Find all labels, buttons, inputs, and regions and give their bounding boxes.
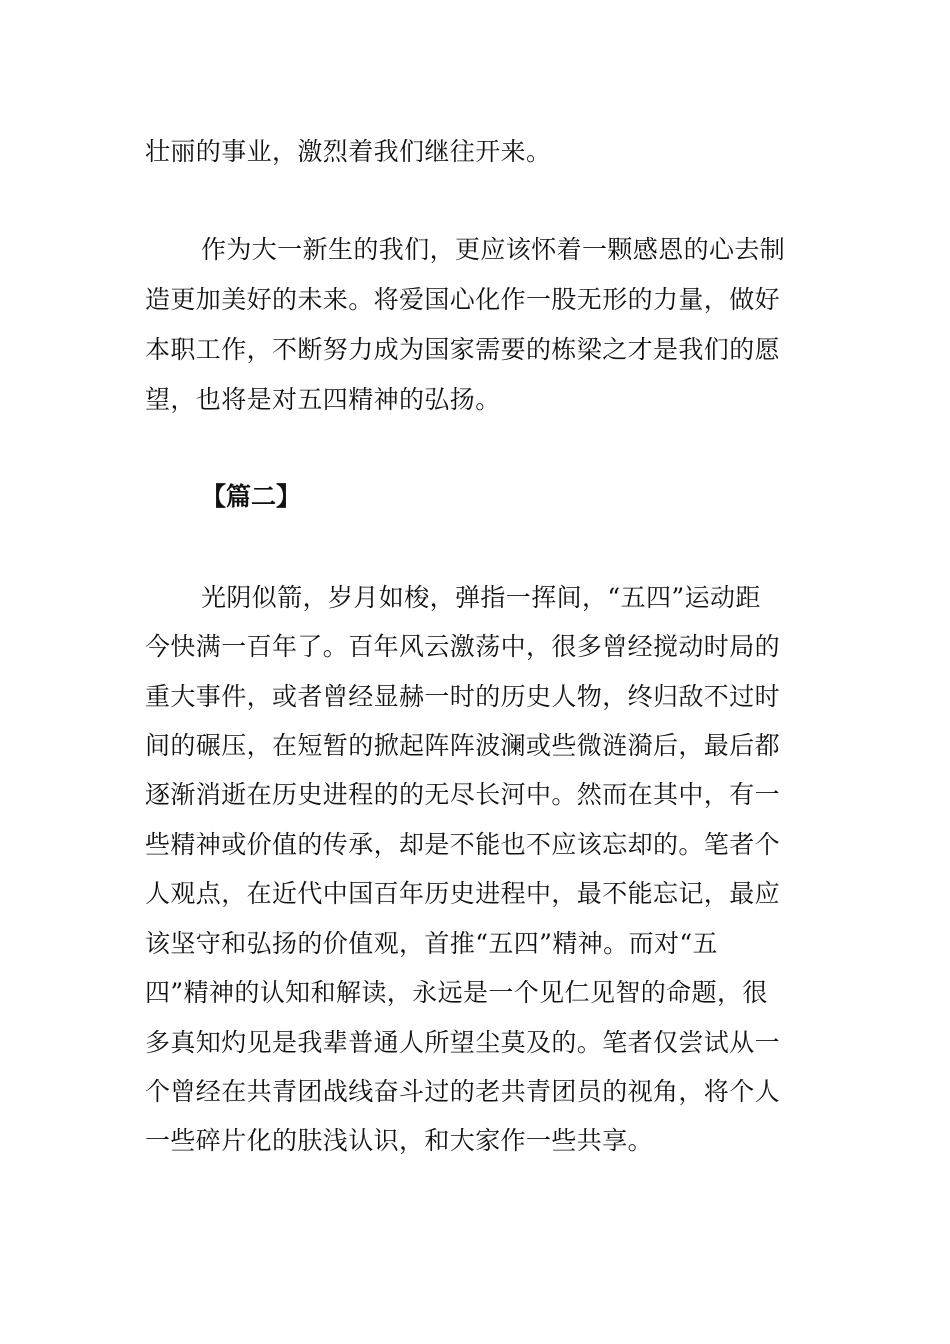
paragraph-1-line-1: 壮丽的事业，激烈着我们继往开来。 — [145, 137, 552, 166]
paragraph-3-line-9: 四”精神的认知和解读，永远是一个见仁见智的命题，很 — [145, 978, 768, 1007]
paragraph-2-line-4: 望，也将是对五四精神的弘扬。 — [145, 385, 501, 414]
paragraph-3-line-3: 重大事件，或者曾经显赫一时的历史人物，终归敌不过时 — [145, 682, 781, 711]
paragraph-2-line-3: 本职工作，不断努力成为国家需要的栋梁之才是我们的愿 — [145, 335, 781, 364]
paragraph-3-line-5: 逐渐消逝在历史进程的的无尽长河中。然而在其中，有一 — [145, 780, 781, 809]
paragraph-3-line-10: 多真知灼见是我辈普通人所望尘莫及的。笔者仅尝试从一 — [145, 1028, 781, 1057]
paragraph-3-line-6: 些精神或价值的传承，却是不能也不应该忘却的。笔者个 — [145, 830, 781, 859]
paragraph-3-line-7: 人观点，在近代中国百年历史进程中，最不能忘记，最应 — [145, 879, 781, 908]
paragraph-3-line-8: 该坚守和弘扬的价值观，首推“五四”精神。而对“五 — [145, 929, 718, 958]
paragraph-3-line-2: 今快满一百年了。百年风云激荡中，很多曾经搅动时局的 — [145, 632, 781, 661]
paragraph-2-line-2: 造更加美好的未来。将爱国心化作一股无形的力量，做好 — [145, 285, 781, 314]
paragraph-2-line-1: 作为大一新生的我们，更应该怀着一颗感恩的心去制 — [201, 235, 786, 264]
paragraph-3-line-11: 个曾经在共青团战线奋斗过的老共青团员的视角，将个人 — [145, 1077, 781, 1106]
paragraph-3-line-4: 间的碾压，在短暂的掀起阵阵波澜或些微涟漪后，最后都 — [145, 731, 781, 760]
section-heading: 【篇二】 — [201, 482, 302, 511]
paragraph-3-line-1: 光阴似箭，岁月如梭，弹指一挥间，“五四”运动距 — [201, 583, 761, 612]
paragraph-3-line-12: 一些碎片化的肤浅认识，和大家作一些共享。 — [145, 1126, 654, 1155]
